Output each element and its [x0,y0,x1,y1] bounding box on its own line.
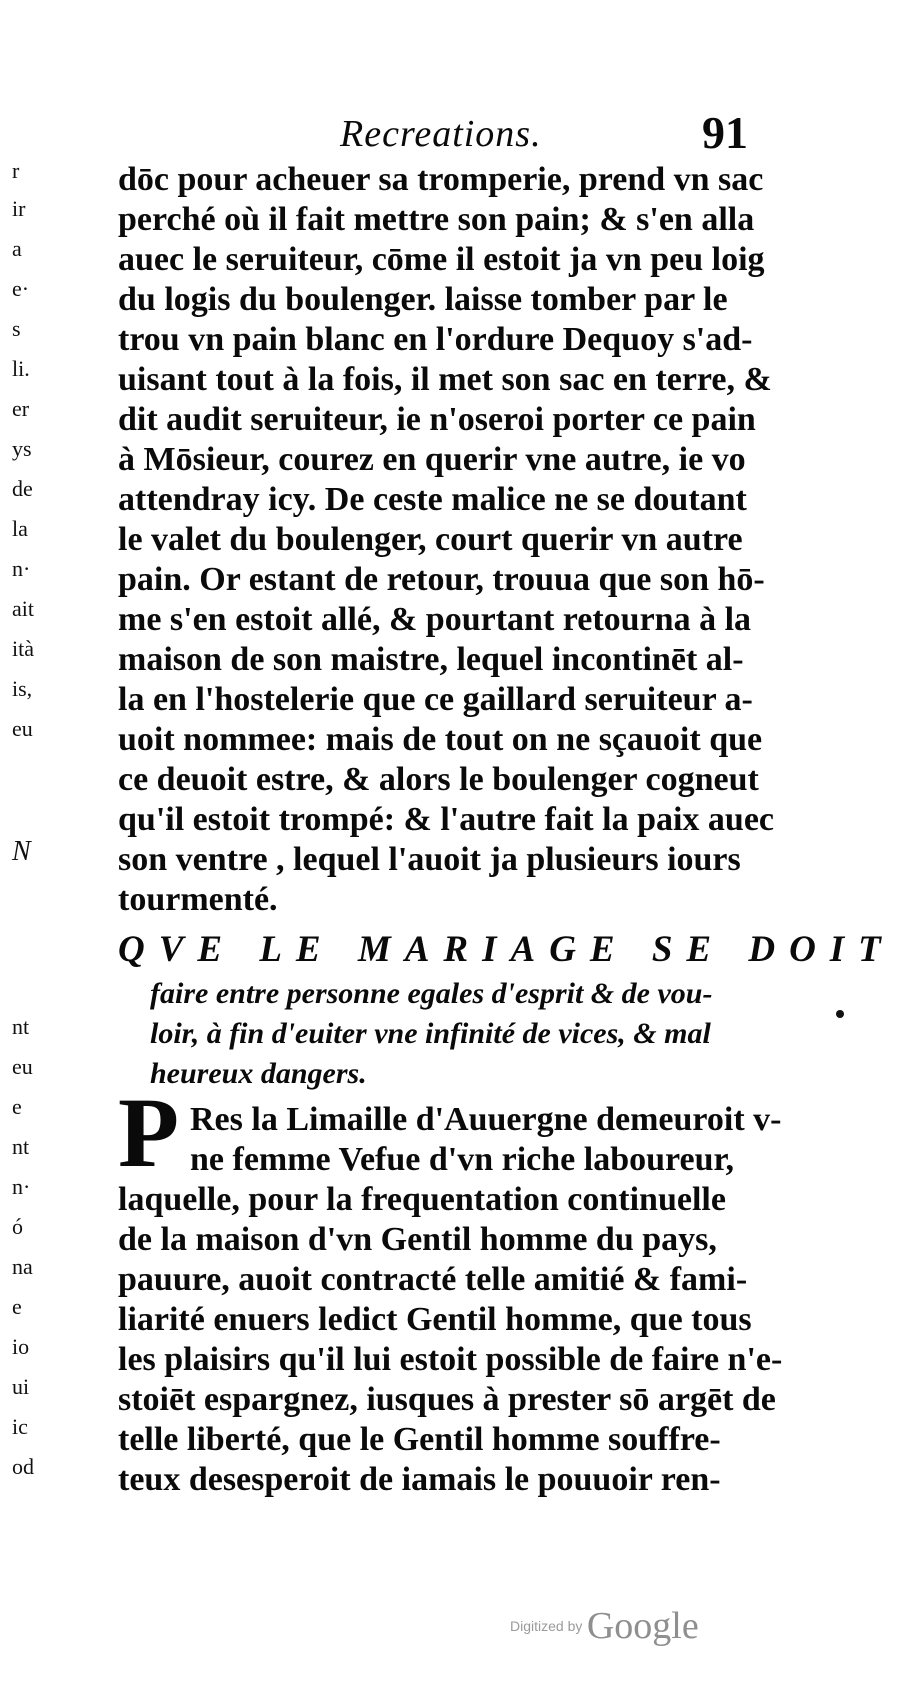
margin-fragment: e· [12,276,30,301]
text-line: laquelle, pour la frequentation continuelle [118,1181,726,1218]
margin-fragment: eu [12,1054,33,1079]
text-line: tourmenté. [118,881,278,918]
watermark-prefix: Digitized by [510,1618,583,1634]
margin-fragment: la [12,516,28,541]
margin-fragment: s [12,316,21,341]
text-line: dōc pour acheuer sa tromperie, prend vn sac [118,161,764,198]
paragraph-text-block [118,1180,783,1500]
page-number: 91 [702,107,748,158]
chapter-summary [150,974,790,1094]
margin-fragment: ó [12,1214,23,1239]
margin-fragment: a [12,236,22,261]
text-line: qu'il estoit trompé: & l'autre fait la paix auec [118,801,775,838]
margin-fragment: eu [12,716,33,741]
margin-fragment: n· [12,1174,31,1199]
margin-fragment: ait [12,596,34,621]
text-line: pauure, auoit contracté telle amitié & fami- [118,1261,748,1298]
text-line: me s'en estoit allé, & pourtant retourna à la [118,601,752,638]
text-line: liarité enuers ledict Gentil homme, que tous [118,1301,752,1338]
text-line: perché où il fait mettre son pain; & s'en alla [118,201,755,238]
text-line: dit audit seruiteur, ie n'oseroi porter ce pain [118,401,756,438]
text-line: telle liberté, que le Gentil homme souffre- [118,1421,721,1458]
drop-cap-initial: P [118,1077,180,1188]
text-line: les plaisirs qu'il lui estoit possible de faire n'e- [118,1341,783,1378]
text-line: le valet du boulenger, court querir vn autre [118,521,743,558]
summary-line: faire entre personne egales d'esprit & de vou- [150,977,713,1010]
margin-fragment: na [12,1254,33,1279]
margin-fragment: e [12,1294,22,1319]
text-line: teux desesperoit de iamais le pouuoir ren- [118,1461,721,1498]
margin-fragment: e [12,1094,22,1119]
summary-line: heureux dangers. [150,1057,367,1090]
body-text-block [118,160,778,920]
text-line: de la maison d'vn Gentil homme du pays, [118,1221,717,1258]
margin-fragment: ui [12,1374,30,1399]
text-line: la en l'hostelerie que ce gaillard seruiteur a- [118,681,753,718]
watermark-brand: Google [586,1605,699,1647]
text-line: attendray icy. De ceste malice ne se doutant [118,481,747,518]
margin-fragment: r [12,158,20,183]
text-line: ce deuoit estre, & alors le boulenger cogneut [118,761,759,798]
margin-fragment: ità [12,636,34,661]
margin-fragment: nt [12,1014,30,1039]
running-head-title: Recreations. [340,113,542,155]
text-line: à Mōsieur, courez en querir vne autre, ie vo [118,441,746,478]
text-line: trou vn pain blanc en l'ordure Dequoy s'ad- [118,321,753,358]
margin-fragment: li. [12,356,30,381]
text-line: uisant tout à la fois, il met son sac en terre, & [118,361,772,398]
margin-fragment: io [12,1334,30,1359]
text-line: maison de son maistre, lequel incontinēt al- [118,641,744,678]
text-line: du logis du boulenger. laisse tomber par le [118,281,728,318]
text-line: uoit nommee: mais de tout on ne sçauoit que [118,721,763,758]
text-line: ne femme Vefue d'vn riche laboureur, [190,1141,734,1178]
paragraph-opening-lines [190,1100,780,1180]
margin-fragment: ir [12,196,26,221]
margin-fragment: nt [12,1134,30,1159]
margin-fragment: de [12,476,33,501]
margin-fragment: ys [12,436,32,461]
chapter-heading: QVE LE MARIAGE SE DOIT [118,929,895,970]
margin-fragment: N [12,836,31,867]
margin-fragment: is, [12,676,33,701]
digitized-watermark [510,1604,699,1648]
text-line: pain. Or estant de retour, trouua que son hō- [118,561,765,598]
left-margin-fragments [12,0,60,1479]
text-line: Res la Limaille d'Auuergne demeuroit v- [190,1101,782,1138]
margin-fragment: od [12,1454,34,1479]
margin-fragment: ic [12,1414,28,1439]
margin-fragment: n· [12,556,31,581]
margin-fragment: er [12,396,30,421]
ink-speck [836,1010,844,1018]
text-line: son ventre , lequel l'auoit ja plusieurs iours [118,841,741,878]
text-line: auec le seruiteur, cōme il estoit ja vn peu loig [118,241,765,278]
summary-line: loir, à fin d'euiter vne infinité de vices, & mal [150,1017,711,1050]
text-line: stoiēt espargnez, iusques à prester sō argēt de [118,1381,776,1418]
